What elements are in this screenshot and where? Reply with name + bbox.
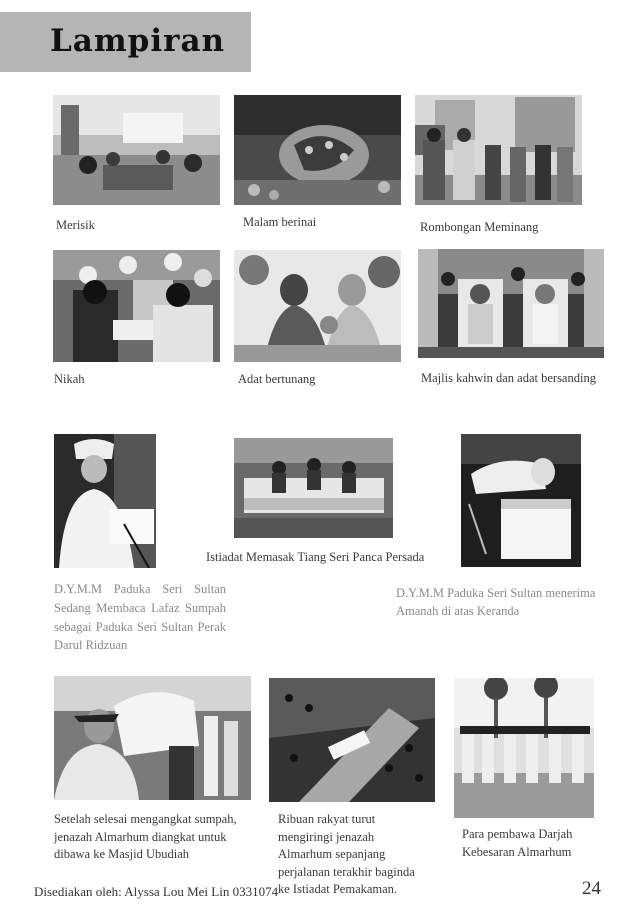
photo-nikah [53,250,220,362]
prepared-by: Disediakan oleh: Alyssa Lou Mei Lin 0331074 [34,884,279,899]
page-title: Lampiran [50,23,226,59]
caption-tiang-seri: Istiadat Memasak Tiang Seri Panca Persada [206,550,425,564]
caption-nikah: Nikah [54,372,85,386]
caption-merisik: Merisik [56,218,95,232]
photo-sultan-sumpah [54,434,156,568]
caption-ribuan-rakyat: Ribuan rakyat turut mengiringi jenazah Almarhum sepanjang perjalanan terakhir baginda ke Istiadat Pemakaman. [278,812,415,896]
caption-amanah-keranda: D.Y.M.M Paduka Seri Sultan menerima Amanah di atas Keranda [396,586,596,618]
page-number: 24 [582,878,601,899]
photo-jenazah-diangkat [54,676,251,800]
caption-rombongan-meminang: Rombongan Meminang [420,220,539,234]
caption-jenazah-diangkat: Setelah selesai mengangkat sumpah, jenazah Almarhum diangkat untuk dibawa ke Masjid Ubudiah [54,812,237,861]
photo-majlis-kahwin [418,249,604,358]
caption-adat-bertunang: Adat bertunang [238,372,316,386]
photo-malam-berinai [234,95,401,205]
photo-merisik [53,95,220,205]
photo-amanah-keranda [461,434,581,567]
photo-tiang-seri [234,438,393,538]
photo-rombongan-meminang [415,95,582,205]
caption-pembawa-darjah: Para pembawa Darjah Kebesaran Almarhum [462,827,573,859]
caption-sultan-sumpah: D.Y.M.M Paduka Seri Sultan Sedang Membaca Lafaz Sumpah sebagai Paduka Seri Sultan Perak Darul Ridzuan [54,582,226,653]
photo-ribuan-rakyat [269,678,435,802]
caption-malam-berinai: Malam berinai [243,215,317,229]
photo-adat-bertunang [234,250,401,362]
caption-majlis-kahwin: Majlis kahwin dan adat bersanding [421,371,596,385]
photo-pembawa-darjah [454,678,594,818]
